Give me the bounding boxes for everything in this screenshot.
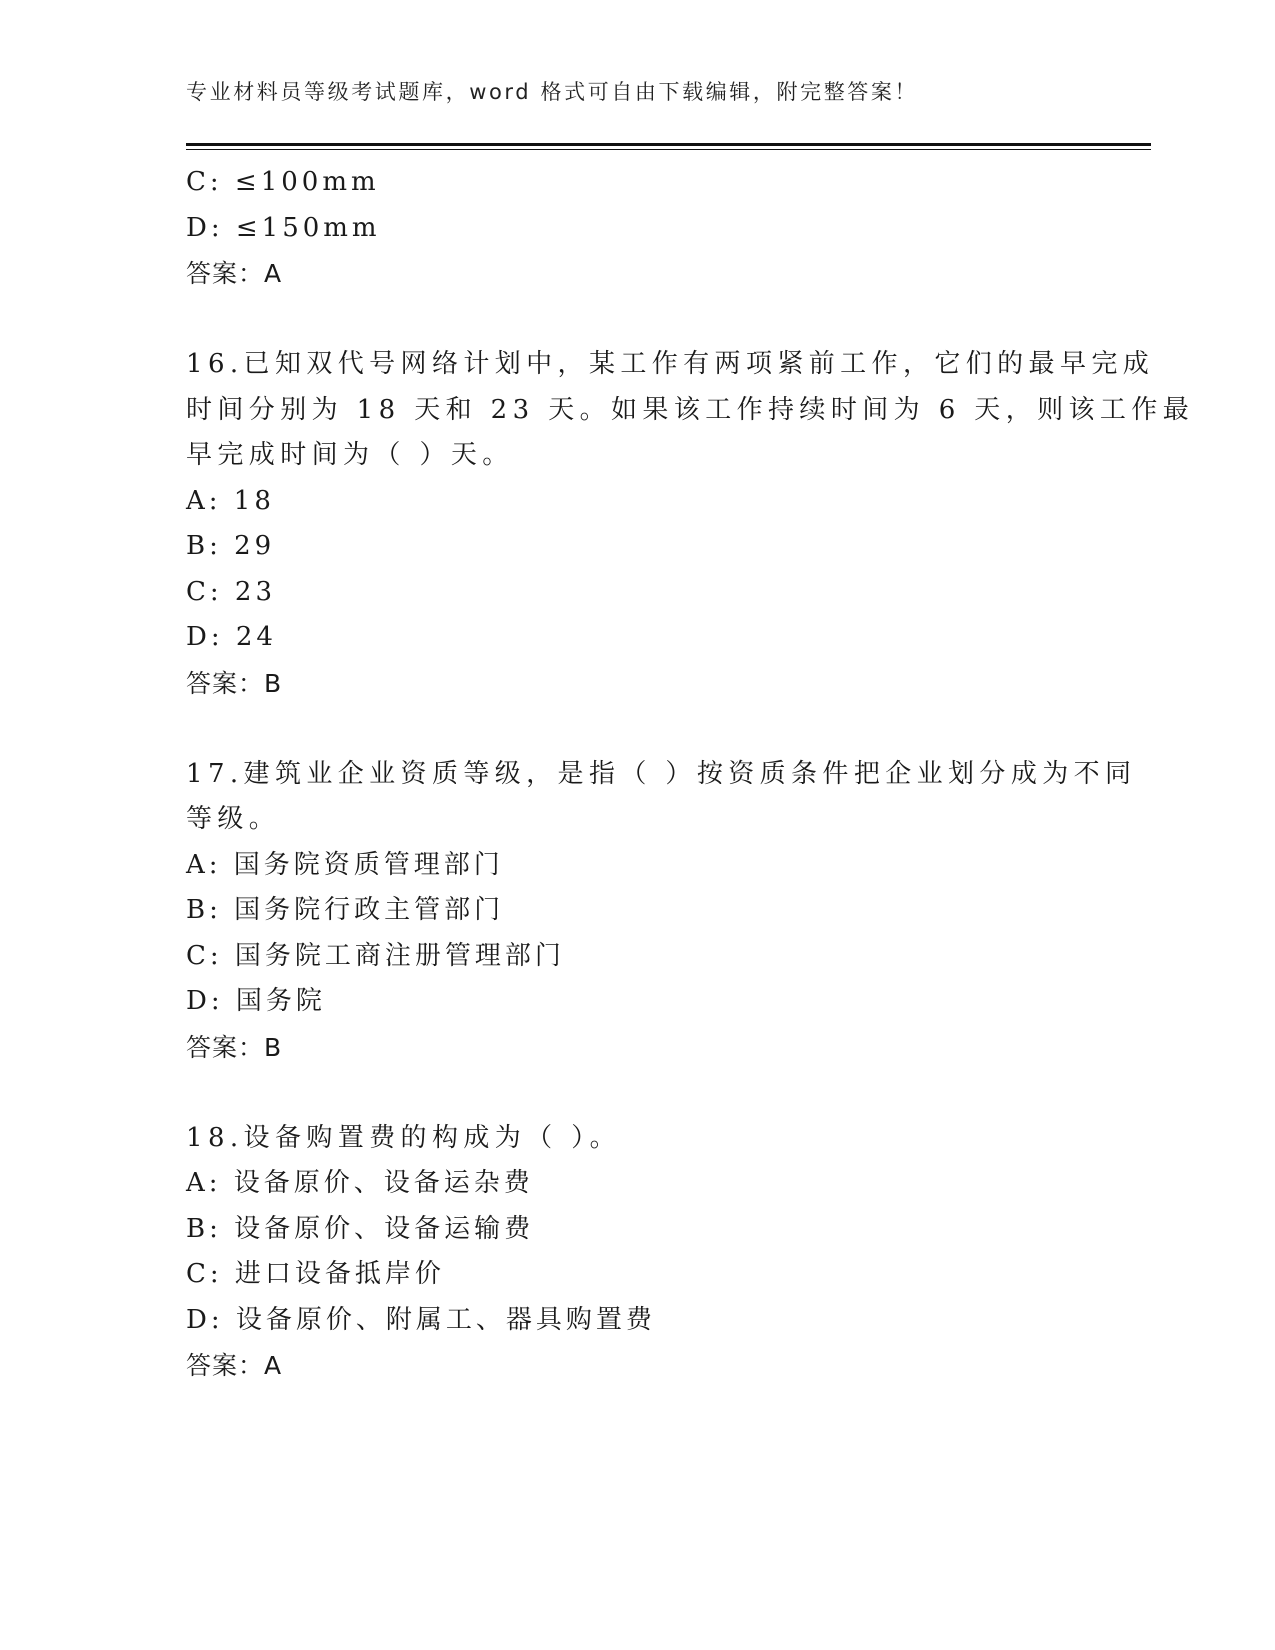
answer-line: 答案：A <box>186 1351 283 1380</box>
option-a: A: 18 <box>186 485 275 516</box>
option-c: C: ≤100mm <box>186 167 380 197</box>
option-b: B: 设备原价、设备运输费 <box>186 1213 535 1244</box>
question-text-line: 等级。 <box>186 804 281 834</box>
option-c: C: 进口设备抵岸价 <box>186 1259 445 1289</box>
option-c: C: 国务院工商注册管理部门 <box>186 940 565 971</box>
option-a: A: 设备原价、设备运杂费 <box>186 1168 534 1198</box>
question-text-line: 16.已知双代号网络计划中，某工作有两项紧前工作，它们的最早完成 <box>186 349 1155 379</box>
option-a: A: 国务院资质管理部门 <box>186 849 504 880</box>
question-18 <box>186 1116 1116 1389</box>
question-text-line: 早完成时间为（ ）天。 <box>186 440 514 470</box>
answer-line: 答案：A <box>186 259 283 288</box>
header-rule-thick <box>186 143 1151 146</box>
option-d: D: 24 <box>186 622 277 652</box>
question-text-line: 17.建筑业企业资质等级，是指（ ）按资质条件把企业划分成为不同 <box>186 758 1137 789</box>
page-header: 专业材料员等级考试题库，word 格式可自由下载编辑，附完整答案！ <box>186 80 919 104</box>
question-17 <box>186 752 1137 1071</box>
option-d: D: 国务院 <box>186 986 326 1016</box>
option-c: C: 23 <box>186 576 277 607</box>
question-text-line: 时间分别为 18 天和 23 天。如果该工作持续时间为 6 天，则该工作最 <box>186 394 1195 425</box>
option-d: D: ≤150mm <box>186 212 381 243</box>
option-d: D: 设备原价、附属工、器具购置费 <box>186 1304 656 1335</box>
answer-line: 答案：B <box>186 668 283 698</box>
option-b: B: 29 <box>186 531 276 561</box>
question-content <box>186 160 1195 1389</box>
answer-line: 答案：B <box>186 1032 283 1062</box>
option-b: B: 国务院行政主管部门 <box>186 895 505 925</box>
header-rule-thin <box>186 149 1151 150</box>
question-text-line: 18.设备购置费的构成为（ ）。 <box>186 1122 622 1153</box>
question-16 <box>186 342 1195 706</box>
